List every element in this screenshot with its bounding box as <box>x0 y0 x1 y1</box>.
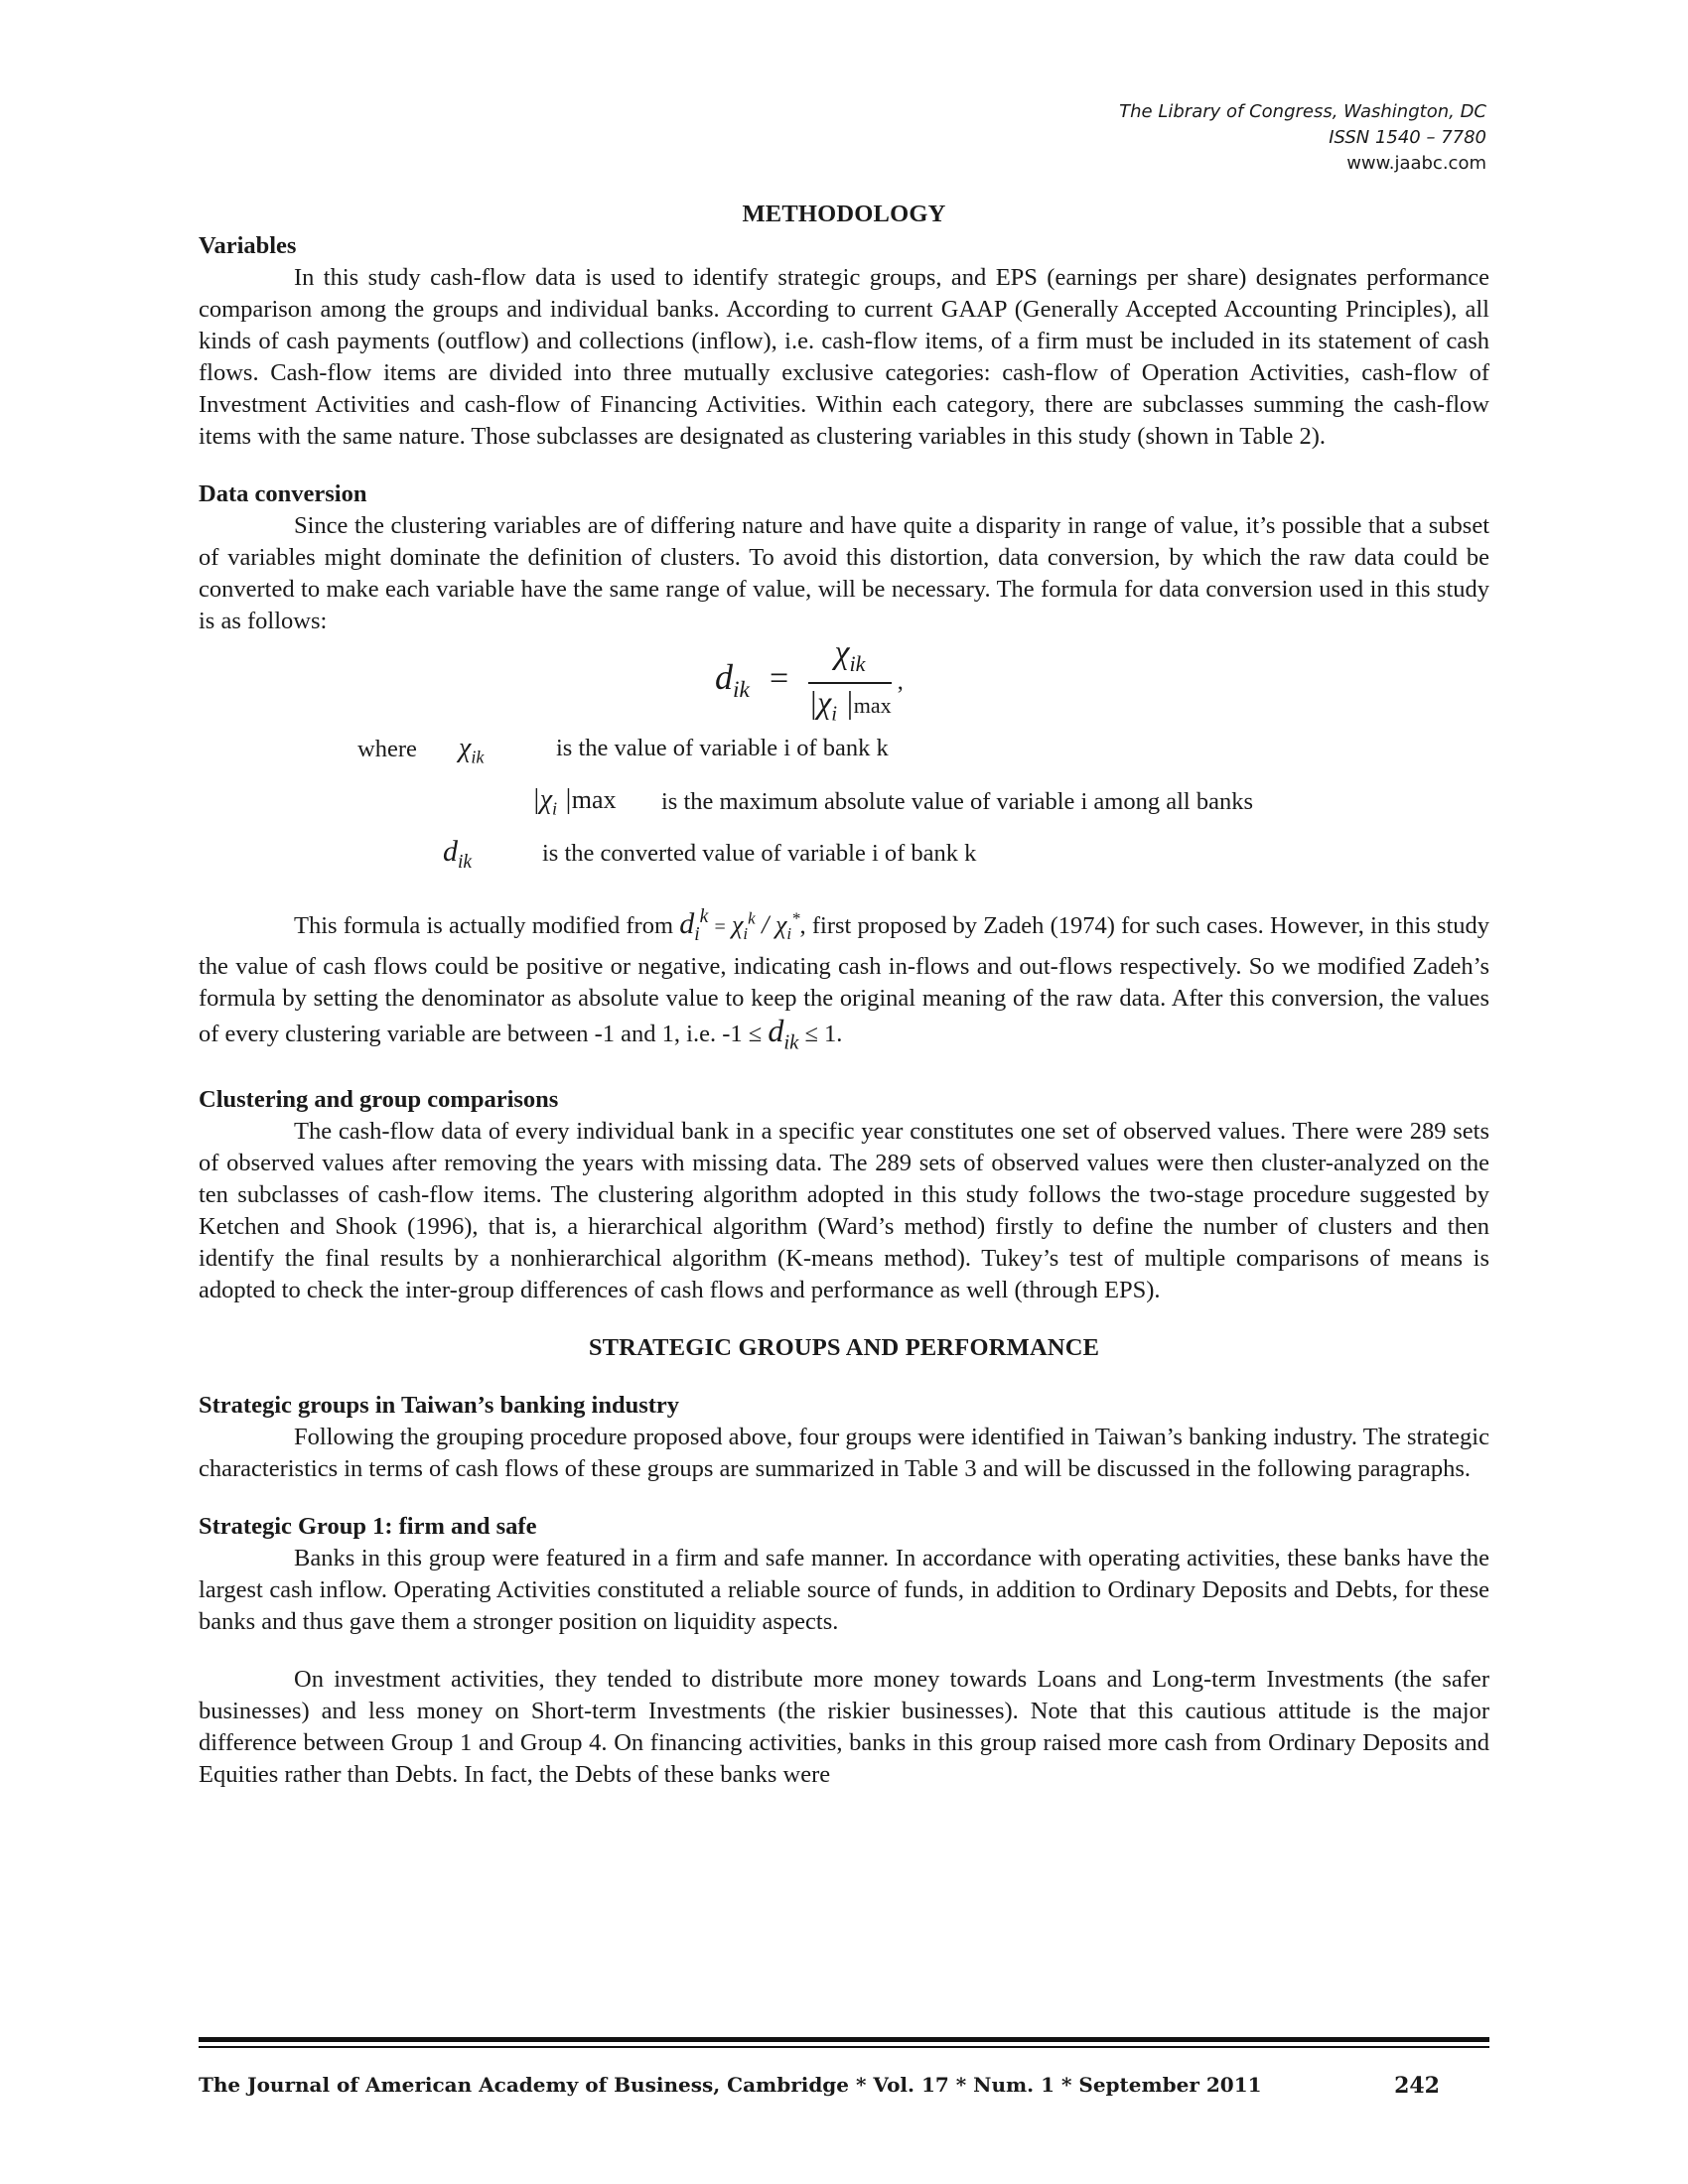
conversion-formula: $d_{ik}$ = $\frac{\chi_{ik}}{|\chi_i |\max}$ , <box>715 634 904 726</box>
zadeh-paragraph: This formula is actually modified from $d_i^k = \chi_i^k / \chi_i^*$, first proposed by Zadeh (1974) for such cases. However, in this study the value of cash flows could be positive or negative, indicating cash in-flows and out-flows respectively. So we modified Zadeh’s formula by setting the denominator as absolute value to keep the original meaning of the raw data. After this conversion, the values of every clustering variable are between -1 and 1, i.e. $-1 \le d_{ik} \le 1$. <box>199 906 1490 1054</box>
definition-d-ik: is the converted value of variable i of bank k <box>542 840 977 867</box>
data-conversion-paragraph: Since the clustering variables are of differing nature and have quite a disparity in range of value, it’s possible that a subset of variables might dominate the definition of clusters. To avoid this distortion, data conversion, by which the raw data could be converted to make each variable have the same range of value, will be necessary. The formula for data conversion used in this study is as follows: <box>199 512 1489 634</box>
page-number: 242 <box>1394 2073 1440 2099</box>
group1-heading: Strategic Group 1: firm and safe <box>199 1513 537 1541</box>
page-footer <box>199 2073 1489 2097</box>
strategic-groups-heading: Strategic groups in Taiwan’s banking industry <box>199 1392 680 1420</box>
group1-paragraph-1: Banks in this group were featured in a firm and safe manner. In accordance with operating activities, these banks have the largest cash inflow. Operating Activities constituted a reliable source of funds, in addition to Ordinary Deposits and Debts, for these banks and thus gave them a stronger position on liquidity aspects. <box>199 1545 1489 1636</box>
footer-rule-thin <box>199 2046 1489 2048</box>
header-issn: ISSN 1540 – 7780 <box>1329 127 1486 148</box>
footer-rule-thick <box>199 2037 1489 2042</box>
clustering-heading: Clustering and group comparisons <box>199 1086 559 1114</box>
clustering-paragraph: The cash-flow data of every individual bank in a specific year constitutes one set of observed values. There were 289 sets of observed values after removing the years with missing data. The 289 sets of observed values were then cluster-analyzed on the ten subclasses of cash-flow items. The clustering algorithm adopted in this study follows the two-stage procedure suggested by Ketchen and Shook (1996), that is, a hierarchical algorithm (Ward’s method) firstly to define the number of clusters and then identify the final results by a nonhierarchical algorithm (K-means method). Tukey’s test of multiple comparisons of means is adopted to check the inter-group differences of cash flows and performance as well (through EPS). <box>199 1118 1489 1304</box>
variables-paragraph: In this study cash-flow data is used to identify strategic groups, and EPS (earnings per share) designates performance comparison among the groups and individual banks. According to current GAAP (Generally Accepted Accounting Principles), all kinds of cash payments (outflow) and collections (inflow), i.e. cash-flow items, of a firm must be included in its statement of cash flows. Cash-flow items are divided into three mutually exclusive categories: cash-flow of Operation Activities, cash-flow of Investment Activities and cash-flow of Financing Activities. Within each category, there are subclasses summing the cash-flow items with the same nature. Those subclasses are designated as clustering variables in this study (shown in Table 2). <box>199 264 1489 450</box>
footer-journal: The Journal of American Academy of Business, Cambridge * Vol. 17 * Num. 1 * September 2011 <box>199 2073 1262 2097</box>
header-library: The Library of Congress, Washington, DC <box>1119 101 1486 122</box>
variables-heading: Variables <box>199 232 297 259</box>
definition-x-max: is the maximum absolute value of variable i among all banks <box>661 788 1254 815</box>
strategic-heading: STRATEGIC GROUPS AND PERFORMANCE <box>588 1334 1100 1362</box>
article-body <box>199 199 1489 1791</box>
where-label: where <box>357 736 417 762</box>
header-website: www.jaabc.com <box>1346 153 1486 174</box>
data-conversion-heading: Data conversion <box>199 480 367 507</box>
group1-paragraph-2: On investment activities, they tended to distribute more money towards Loans and Long-term Investments (the safer businesses) and less money on Short-term Investments (the riskier businesses). Note that this cautious attitude is the major difference between Group 1 and Group 4. On financing activities, banks in this group raised more cash from Ordinary Deposits and Equities rather than Debts. In fact, the Debts of these banks were <box>199 1666 1489 1789</box>
definition-x-ik: is the value of variable i of bank k <box>556 735 889 761</box>
formula-definitions: where $\chi_{ik}$ is the value of variable i of bank k $|\chi_i$ |max is the maximum absolute value of variable i among all banks $d_{ik}$ is the converted value of variable i of bank k <box>357 733 1254 873</box>
methodology-heading: METHODOLOGY <box>742 201 946 227</box>
strategic-groups-paragraph: Following the grouping procedure proposed above, four groups were identified in Taiwan’s banking industry. The strategic characteristics in terms of cash flows of these groups are summarized in Table 3 and will be discussed in the following paragraphs. <box>199 1424 1489 1483</box>
page-header <box>1119 99 1486 177</box>
